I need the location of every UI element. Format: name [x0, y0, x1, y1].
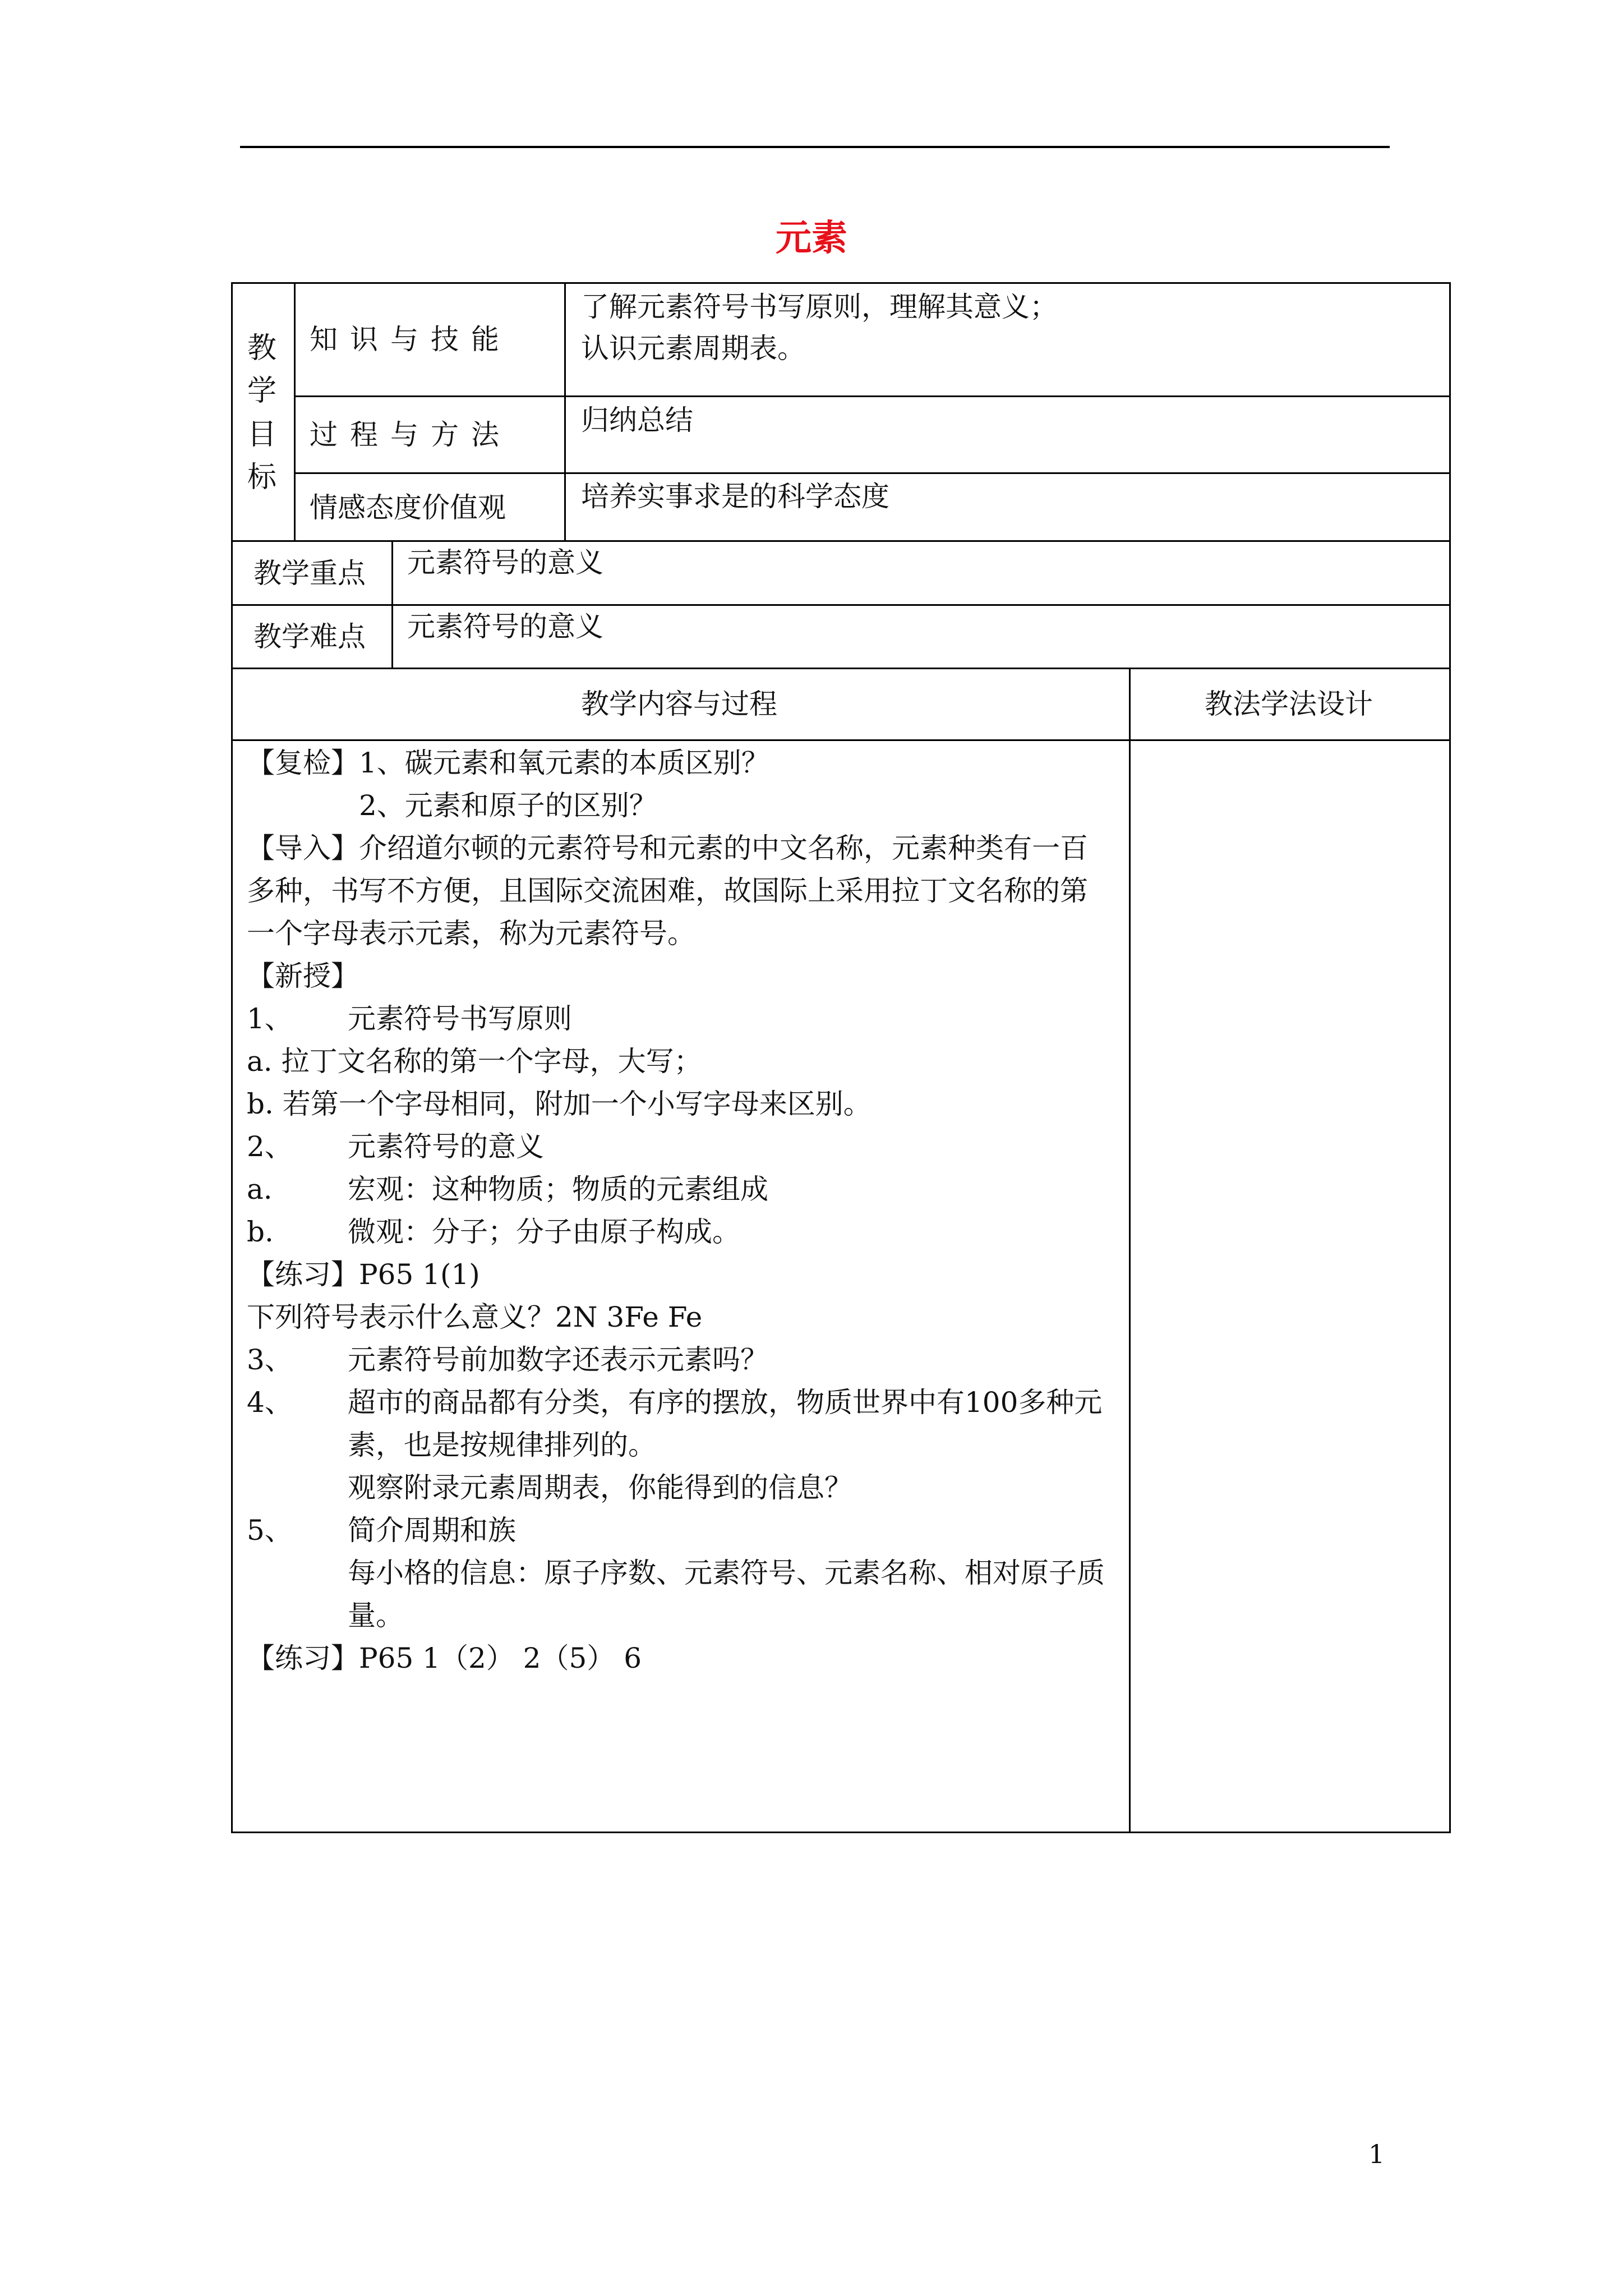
key-point-value: 元素符号的意义: [407, 546, 603, 579]
content-line: 素，也是按规律排列的。: [348, 1429, 656, 1461]
content-line: 【练习】P65 1（2） 2（5） 6: [247, 1642, 642, 1674]
table-border-right: [1449, 282, 1451, 1833]
content-column-header: 教学内容与过程: [581, 688, 777, 720]
table-border-left: [231, 282, 233, 1833]
objective-label-process: 过程与方法: [310, 418, 511, 451]
grid-line: [231, 668, 1449, 669]
header-rule: [240, 146, 1390, 148]
page-number: 1: [1368, 2139, 1385, 2169]
content-line: 微观：分子；分子由原子构成。: [348, 1216, 740, 1248]
grid-line: [1129, 668, 1131, 1832]
objective-value-line: 认识元素周期表。: [581, 332, 805, 365]
content-line-number: b.: [247, 1216, 274, 1248]
design-column-header: 教法学法设计: [1205, 688, 1373, 720]
content-line: 量。: [348, 1599, 404, 1632]
content-line: 一个字母表示元素，称为元素符号。: [247, 917, 695, 950]
objective-label-attitude: 情感态度价值观: [310, 491, 506, 524]
content-line: 【导入】介绍道尔顿的元素符号和元素的中文名称，元素种类有一百: [247, 832, 1088, 864]
content-line: 元素符号前加数字还表示元素吗？: [348, 1343, 768, 1376]
difficulty-label: 教学难点: [253, 620, 366, 653]
objectives-label-char: 学: [247, 374, 276, 408]
content-line: 下列符号表示什么意义？2N 3Fe Fe: [247, 1301, 703, 1333]
objective-value-line: 了解元素符号书写原则，理解其意义；: [581, 291, 1058, 323]
content-line: b. 若第一个字母相同，附加一个小写字母来区别。: [247, 1088, 872, 1120]
objective-value-line: 归纳总结: [581, 404, 693, 436]
content-line: 观察附录元素周期表，你能得到的信息？: [348, 1471, 852, 1504]
objectives-label-char: 标: [247, 461, 276, 494]
key-point-label: 教学重点: [253, 557, 366, 590]
table-border-top: [231, 282, 1449, 284]
objective-value-line: 培养实事求是的科学态度: [581, 480, 889, 513]
content-line: 简介周期和族: [348, 1514, 516, 1547]
objectives-label-char: 目: [247, 418, 276, 452]
content-line: a. 拉丁文名称的第一个字母，大写；: [247, 1045, 702, 1078]
content-line-number: 4、: [247, 1386, 293, 1419]
objectives-label-char: 教: [247, 332, 276, 365]
grid-line: [231, 739, 1449, 741]
grid-line: [294, 472, 1449, 474]
content-line: 超市的商品都有分类，有序的摆放，物质世界中有100多种元: [348, 1386, 1103, 1419]
grid-line: [564, 282, 566, 540]
content-line: 【复检】1、碳元素和氧元素的本质区别？: [247, 747, 769, 779]
content-line-number: 3、: [247, 1343, 293, 1376]
content-line: 【新授】: [247, 960, 359, 992]
content-line: 元素符号书写原则: [348, 1002, 572, 1035]
difficulty-value: 元素符号的意义: [407, 610, 603, 643]
content-line: 多种，书写不方便，且国际交流困难，故国际上采用拉丁文名称的第: [247, 875, 1088, 907]
content-line: 元素符号的意义: [348, 1130, 544, 1163]
content-line-number: a.: [247, 1173, 273, 1205]
content-line-number: 5、: [247, 1514, 293, 1547]
content-line: 宏观：这种物质；物质的元素组成: [348, 1173, 768, 1205]
page-title: 元素: [776, 217, 847, 259]
grid-line: [294, 395, 1449, 397]
content-line: 【练习】P65 1(1): [247, 1258, 480, 1291]
content-line: 2、元素和原子的区别？: [359, 789, 657, 822]
table-border-bottom: [231, 1832, 1449, 1833]
content-line-number: 1、: [247, 1002, 293, 1035]
grid-line: [294, 282, 296, 540]
content-line-number: 2、: [247, 1130, 293, 1163]
content-line: 每小格的信息：原子序数、元素符号、元素名称、相对原子质: [348, 1557, 1105, 1589]
objective-label-knowledge: 知识与技能: [310, 323, 511, 356]
